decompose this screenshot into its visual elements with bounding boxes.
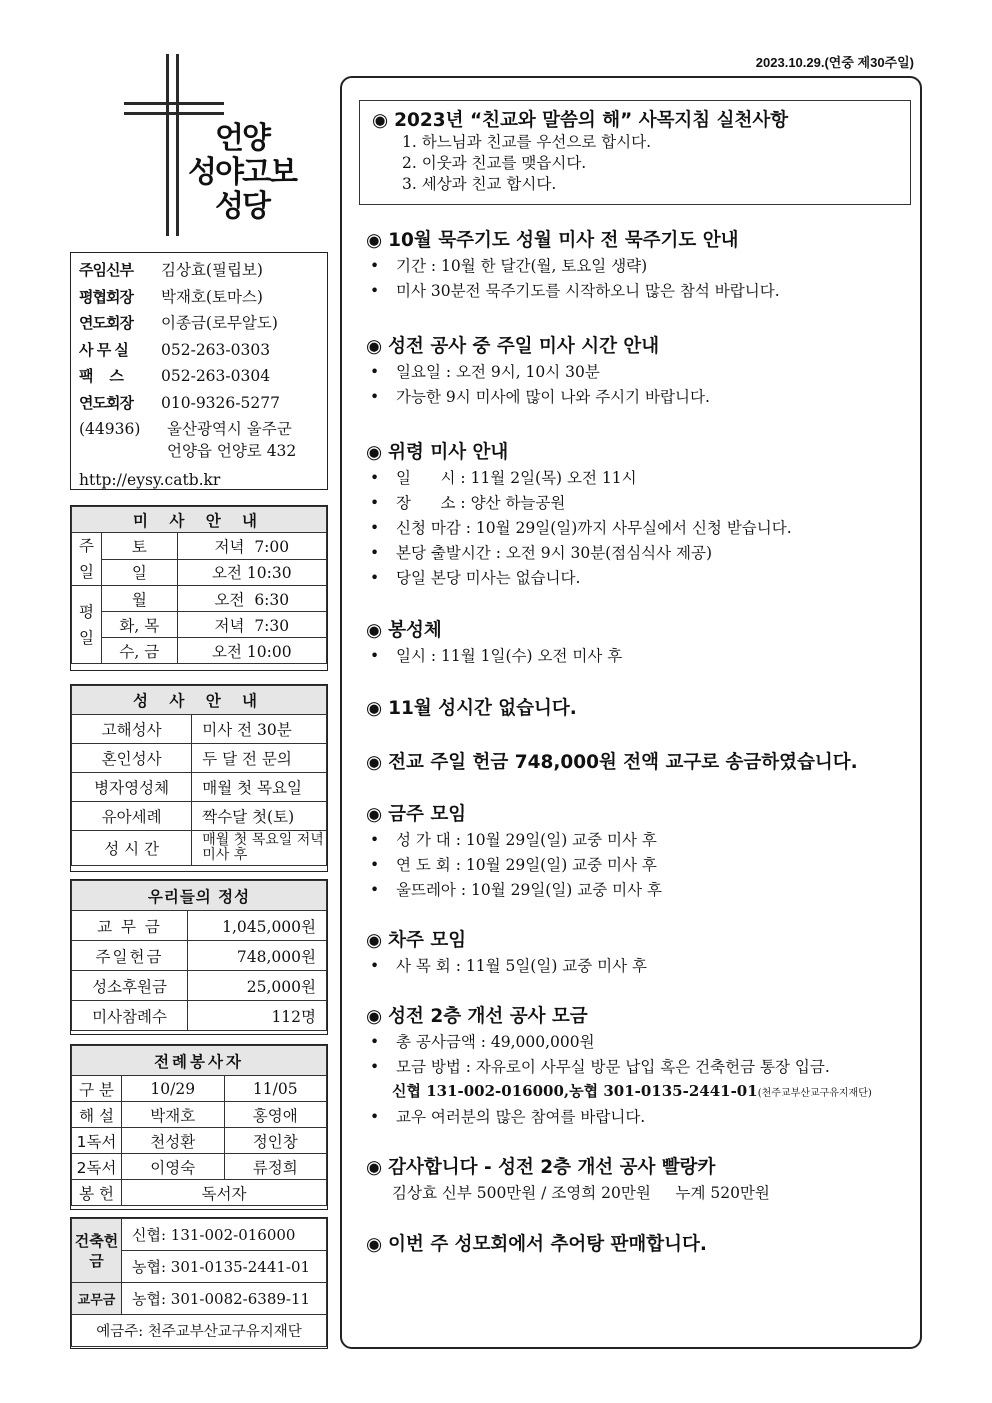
notice-thanks: ◉ 감사합니다 - 성전 2층 개선 공사 빨랑카 김상효 신부 500만원 / 조영희 20만원 누계 520만원 [366, 1157, 770, 1202]
notice-communion: ◉ 봉성체 • 일시 : 11월 1일(수) 오전 미사 후 [366, 618, 918, 669]
notice-this-week: ◉ 금주 모임 • 성 가 대 : 10월 29일(일) 교중 미사 후 • 연 도 회 : 10월 29일(일) 교중 미사 후 • 울뜨레아 : 10월 29일(일) 교중 미사 후 [366, 802, 918, 903]
parish-logo-text: 언양 성야고보 성당 [188, 121, 296, 224]
notice-sale: ◉ 이번 주 성모회에서 추어탕 판매합니다. [366, 1234, 707, 1255]
notice-memorial-mass: ◉ 위령 미사 안내 • 일 시 : 11월 2일(목) 오전 11시 • 장 소 : 양산 하늘공원 • 신청 마감 : 10월 29일(일)까지 사무실에서 신청 받습니다. • 본당 출발시간 : 오전 9시 30분(점심식사 제공) • 당일 본당 미사는 없습니다. [366, 440, 918, 591]
notices-panel [340, 76, 922, 1349]
notice-mission-offering: ◉ 전교 주일 헌금 748,000원 전액 교구로 송금하였습니다. [366, 752, 858, 773]
notice-fundraising: ◉ 성전 2층 개선 공사 모금 • 총 공사금액 : 49,000,000원 • 모금 방법 : 자유로이 사무실 방문 납입 혹은 건축헌금 통장 입금. 신협 131-002-016000,농협 301-0135-2441-01(천주교부산교구유지재단) • 교우 여러분의 많은 참여를 바랍니다. [366, 1004, 918, 1130]
mass-schedule: 미 사 안 내 주일 토 저녁 7:00 일 오전 10:30 평일 월 오전 6:30 화, 목 저녁 7:30 수, 금 오전 10:00 [70, 505, 328, 671]
offering-summary: 우리들의 정성 교 무 금 1,045,000원 주일헌금 748,000원 성소후원금 25,000원 미사참례수 112명 [70, 879, 328, 1035]
sacrament-schedule: 성 사 안 내 고해성사 미사 전 30분 혼인성사 두 달 전 문의 병자영성체 매월 첫 목요일 유아세례 짝수달 첫(토) 성 시 간 매월 첫 목요일 저녁미사 후 [70, 684, 328, 872]
liturgy-servers: 전례봉사자 구 분 10/29 11/05 해 설 박재호 홍영애 1독서 천성환 정인창 2독서 이영숙 류정희 봉 헌 독서자 [70, 1044, 328, 1210]
notice-holy-hour: ◉ 11월 성시간 없습니다. [366, 698, 577, 719]
pastoral-policy: ◉ 2023년 “친교와 말씀의 해” 사목지침 실천사항 1. 하느님과 친교를 우선으로 합시다. 2. 이웃과 친교를 맺읍시다. 3. 세상과 친교 합시다. [359, 100, 911, 205]
notice-next-week: ◉ 차주 모임 • 사 목 회 : 11월 5일(일) 교중 미사 후 [366, 928, 918, 979]
notice-mass-time: ◉ 성전 공사 중 주일 미사 시간 안내 • 일요일 : 오전 9시, 10시 30분 • 가능한 9시 미사에 많이 나와 주시기 바랍니다. [366, 334, 918, 410]
bulletin-date: 2023.10.29.(연중 제30주일) [755, 55, 914, 70]
notice-rosary: ◉ 10월 묵주기도 성월 미사 전 묵주기도 안내 • 기간 : 10월 한 달간(월, 토요일 생략) • 미사 30분전 묵주기도를 시작하오니 많은 참석 바랍니다. [366, 228, 918, 304]
parish-url[interactable]: http://eysy.catb.kr [79, 471, 221, 489]
bank-accounts: 건축헌금 신협: 131-002-016000 농협: 301-0135-2441-01 교무금 농협: 301-0082-6389-11 예금주: 천주교부산교구유지재단 [70, 1217, 328, 1349]
parish-info: 주임신부 김상효(필립보) 평협회장 박재호(토마스) 연도회장 이종금(로무알도) 사 무 실 052-263-0303 팩 스 052-263-0304 연도회장 010-9326-5277 (44936) 울산광역시 울주군 언양읍 언양로 432 http://eysy.catb.kr [70, 252, 328, 490]
